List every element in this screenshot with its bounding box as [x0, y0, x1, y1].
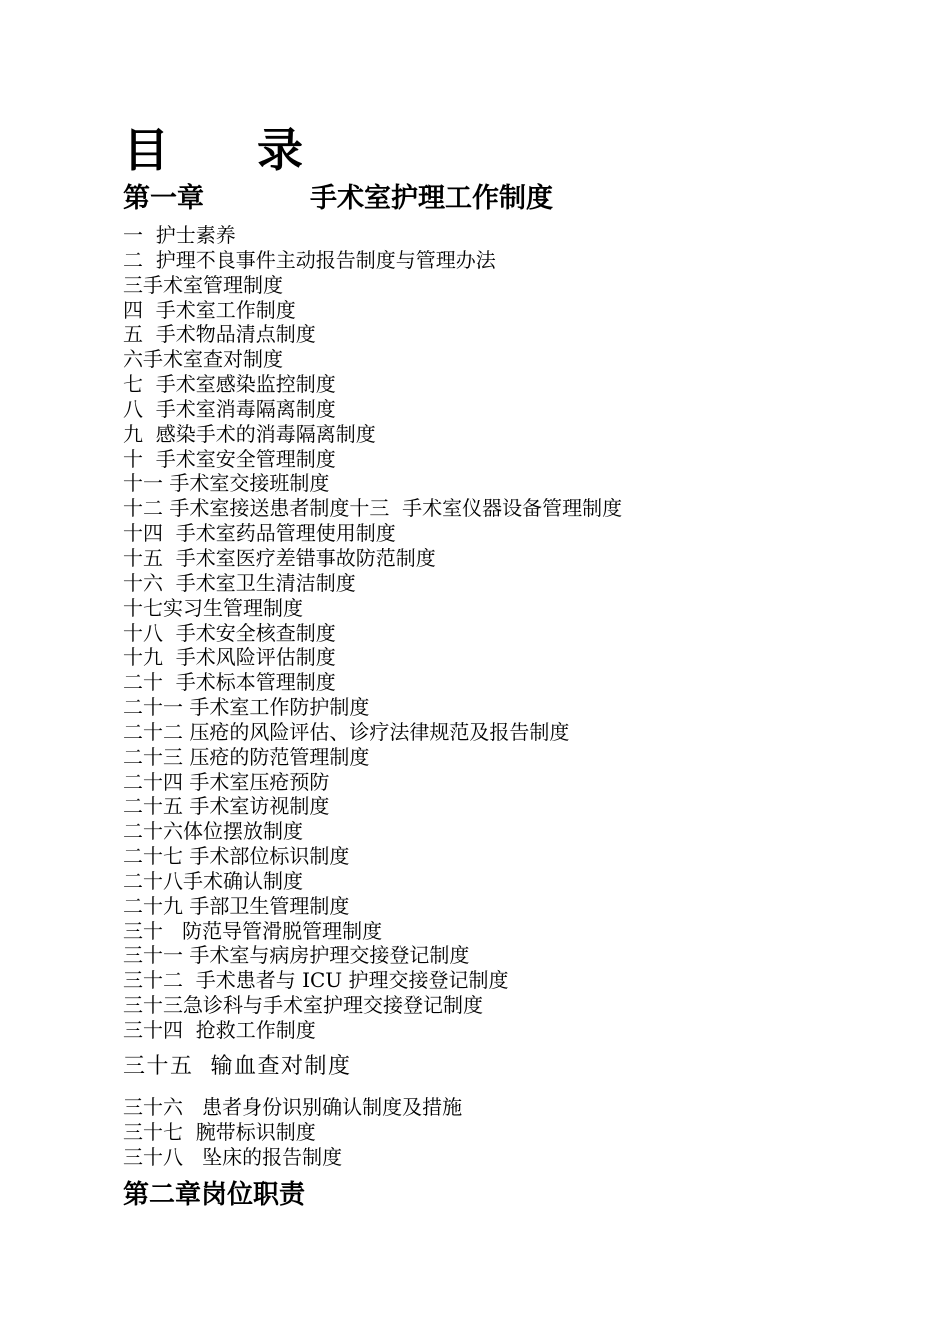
toc-entry-gap: [183, 1120, 196, 1144]
toc-entry-title: 护士素养: [155, 223, 236, 247]
toc-entry-title: 患者身份识别确认制度及措施: [202, 1095, 463, 1119]
toc-entry-number: 三十三: [123, 993, 183, 1018]
toc-entry-gap: [194, 1054, 211, 1079]
toc-entry-gap: [163, 546, 176, 570]
toc-entry-number: 三十一: [123, 943, 183, 968]
toc-entry-number: 十一: [123, 471, 163, 496]
toc-entry-number: 三十七: [123, 1120, 183, 1144]
toc-entry-number: 二十六: [123, 819, 183, 844]
toc-entry-number: 三十五: [123, 1054, 194, 1079]
toc-entry-title: 手术室交接班制度: [169, 471, 330, 496]
toc-entry-title: 手术室卫生清洁制度: [175, 570, 356, 595]
toc-entry-title: 手术室查对制度: [143, 347, 283, 372]
toc-entry-number: 二十二: [123, 719, 183, 744]
toc-entry-number: 四: [123, 297, 143, 322]
toc-entry-gap: [183, 1018, 196, 1042]
toc-entry-number: 十九: [123, 645, 163, 670]
toc-entry-number: 十八: [123, 620, 163, 645]
page-title: 目 录: [123, 123, 340, 177]
toc-entry: [123, 894, 622, 919]
toc-entry: [123, 571, 622, 596]
toc-entry-title: 手术室访视制度: [189, 794, 330, 819]
toc-entry-title: 急诊科与手术室护理交接登记制度: [183, 993, 483, 1018]
toc-entry-title: 手术室管理制度: [143, 272, 283, 297]
toc-entry-number: 九: [123, 421, 143, 446]
toc-entry-title: 抢救工作制度: [195, 1018, 316, 1042]
toc-entry-number: 二十三: [123, 744, 183, 769]
toc-entry: [123, 596, 622, 621]
toc-entry-title: 腕带标识制度: [195, 1120, 316, 1144]
toc-entry-gap: [163, 621, 176, 645]
toc-entry-title: 手术室接送患者制度十三 手术室仪器设备管理制度: [169, 496, 623, 521]
toc-entry-gap: [163, 670, 176, 694]
toc-entry-number: 二十七: [123, 844, 183, 869]
toc-entry-number: 二十五: [123, 794, 183, 819]
toc-entry-number: 二十四: [123, 769, 183, 794]
toc-entry-gap: [143, 447, 156, 471]
toc-entry: [123, 521, 622, 546]
toc-entry: [123, 819, 622, 844]
toc-entry-gap: [143, 372, 156, 396]
toc-entry: [123, 770, 622, 795]
toc-entry: [123, 347, 622, 372]
toc-entry-title: 手部卫生管理制度: [189, 893, 350, 918]
toc-entry-title: 手术风险评估制度: [175, 645, 336, 670]
toc-entry: [123, 670, 622, 695]
toc-entry-35: [123, 1052, 352, 1082]
toc-entry: [123, 695, 622, 720]
toc-entry-title: 体位摆放制度: [183, 819, 303, 844]
toc-entry-gap: [183, 968, 196, 992]
toc-entry-number: 七: [123, 372, 143, 397]
toc-entry-title: 手术室工作防护制度: [189, 695, 370, 720]
toc-entry-number: 二十八: [123, 868, 183, 893]
toc-entry: [123, 621, 622, 646]
toc-entry-title: 手术室消毒隔离制度: [155, 396, 336, 421]
toc-entry-title: 手术安全核查制度: [175, 620, 336, 645]
toc-entry-gap: [163, 521, 176, 545]
chapter-1-title: 手术室护理工作制度: [310, 183, 553, 214]
toc-entry-title: 防范导管滑脱管理制度: [182, 918, 383, 943]
chapter-2-heading: 第二章岗位职责: [123, 1180, 306, 1210]
toc-entry: [123, 1145, 462, 1170]
toc-entry-title: 实习生管理制度: [163, 595, 303, 620]
toc-entry: [123, 273, 622, 298]
toc-entry-number: 三十八: [123, 1145, 183, 1169]
toc-entry: [123, 720, 622, 745]
toc-entry: [123, 919, 622, 944]
toc-entry-number: 十七: [123, 595, 163, 620]
toc-entry: [123, 471, 622, 496]
toc-entry-title: 手术室与病房护理交接登记制度: [189, 943, 470, 968]
toc-entry-gap: [143, 248, 156, 272]
toc-entry-title: 手术室感染监控制度: [155, 372, 336, 397]
toc-entry-gap: [183, 1145, 202, 1169]
toc-entry: [123, 993, 622, 1018]
toc-entry: [123, 546, 622, 571]
toc-entry-number: 二十: [123, 670, 163, 695]
toc-entry-title: 手术室医疗差错事故防范制度: [175, 545, 436, 570]
toc-entry-number: 三十: [123, 918, 163, 943]
toc-entry-number: 三: [123, 272, 143, 297]
chapter-1-label: 第一章: [123, 183, 204, 214]
toc-entry: [123, 322, 622, 347]
toc-entry-number: 六: [123, 347, 143, 372]
toc-entry: [123, 794, 622, 819]
toc-list: [123, 223, 622, 1043]
toc-entry-title: 手术室药品管理使用制度: [175, 521, 396, 546]
toc-entry-gap: [163, 919, 182, 943]
toc-entry-title: 手术确认制度: [183, 868, 303, 893]
toc-entry: [123, 447, 622, 472]
toc-entry-title: 护理不良事件主动报告制度与管理办法: [155, 247, 496, 272]
toc-entry-title: 手术标本管理制度: [175, 670, 336, 695]
toc-entry-number: 五: [123, 322, 143, 347]
toc-entry-title: 感染手术的消毒隔离制度: [155, 421, 376, 446]
toc-entry: [123, 298, 622, 323]
toc-entry-title: 压疮的风险评估、诊疗法律规范及报告制度: [189, 719, 570, 744]
chapter-1-heading: [123, 180, 553, 218]
toc-entry-number: 二十一: [123, 695, 183, 720]
toc-entry: [123, 223, 622, 248]
toc-entry: [123, 645, 622, 670]
toc-entry-title: 压疮的防范管理制度: [189, 744, 370, 769]
toc-entry-title: 手术物品清点制度: [155, 322, 316, 347]
toc-entry-title: 输血查对制度: [210, 1054, 352, 1079]
toc-entry: [123, 745, 622, 770]
toc-entry-number: 十六: [123, 570, 163, 595]
toc-entry: [123, 844, 622, 869]
toc-entry-title: 坠床的报告制度: [202, 1145, 343, 1169]
toc-entry: [123, 1095, 462, 1120]
toc-entry-title: 手术室压疮预防: [189, 769, 330, 794]
toc-entry-number: 一: [123, 223, 143, 247]
toc-entry-gap: [143, 322, 156, 346]
toc-list-2: [123, 1095, 462, 1170]
toc-entry-number: 三十六: [123, 1095, 183, 1119]
toc-entry-title: 手术患者与 ICU 护理交接登记制度: [195, 968, 509, 993]
toc-entry-number: 二: [123, 247, 143, 272]
toc-entry: [123, 869, 622, 894]
toc-entry-gap: [143, 223, 156, 247]
toc-entry: [123, 496, 622, 521]
toc-entry: [123, 943, 622, 968]
toc-entry-number: 三十四: [123, 1018, 183, 1042]
toc-entry-title: 手术室工作制度: [155, 297, 296, 322]
toc-entry-gap: [163, 571, 176, 595]
toc-entry: [123, 372, 622, 397]
toc-entry-number: 十四: [123, 521, 163, 546]
toc-entry: [123, 248, 622, 273]
toc-entry-gap: [183, 1095, 202, 1119]
toc-entry: [123, 397, 622, 422]
toc-entry-gap: [143, 397, 156, 421]
toc-entry-number: 二十九: [123, 893, 183, 918]
toc-entry: [123, 1120, 462, 1145]
toc-entry: [123, 1018, 622, 1043]
toc-entry-number: 十: [123, 446, 143, 471]
toc-entry-gap: [143, 422, 156, 446]
toc-entry-gap: [143, 298, 156, 322]
toc-entry-title: 手术部位标识制度: [189, 844, 350, 869]
toc-entry: [123, 422, 622, 447]
toc-entry-number: 八: [123, 396, 143, 421]
toc-entry-title: 手术室安全管理制度: [155, 446, 336, 471]
toc-entry: [123, 968, 622, 993]
toc-entry-number: 十五: [123, 545, 163, 570]
toc-entry-gap: [163, 645, 176, 669]
toc-entry-number: 十二: [123, 496, 163, 521]
toc-entry-number: 三十二: [123, 968, 183, 993]
